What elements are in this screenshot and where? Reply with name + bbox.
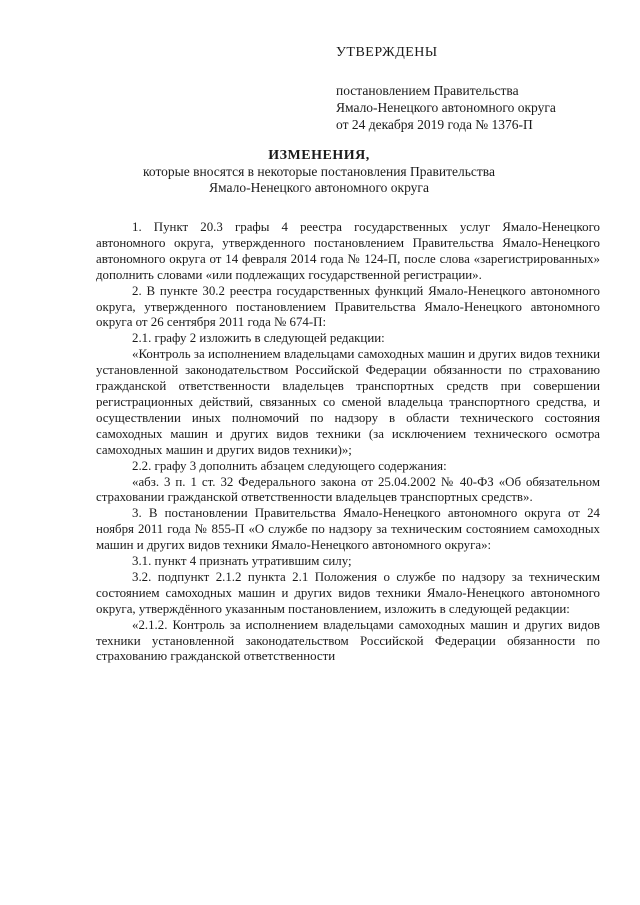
document-subtitle: которые вносятся в некоторые постановления Правительства	[143, 164, 495, 179]
document-title: ИЗМЕНЕНИЯ,	[268, 148, 370, 163]
paragraph: 2.2. графу 3 дополнить абзацем следующего содержания:	[132, 458, 447, 473]
paragraph: «2.1.2. Контроль за исполнением владельцами самоходных машин и других видов техники установленной законодательством Российской Федерации обязанности по страхованию гражданской ответственности	[96, 617, 600, 664]
paragraph: «Контроль за исполнением владельцами самоходных машин и других видов техники установленной законодательством Российской Федерации обязанности по страхованию гражданской ответственности владельцев транспортных средств при совершении регистрационных действий, связанных со сменой владельца транспортного средства, и осуществлении иных полномочий по надзору в области технического состояния самоходных машин и других видов техники (за исключением технического осмотра самоходных машин и других видов техники)»;	[96, 347, 600, 457]
paragraph: 3.1. пункт 4 признать утратившим силу;	[132, 554, 352, 569]
approval-block	[336, 44, 626, 133]
document-subtitle: Ямало-Ненецкого автономного округа	[209, 180, 429, 195]
title-block	[96, 148, 542, 196]
paragraph: 2.1. графу 2 изложить в следующей редакции:	[132, 331, 385, 346]
paragraph: 3.2. подпункт 2.1.2 пункта 2.1 Положения о службе по надзору за техническим состоянием самоходных машин и других видов техники Ямало-Ненецкого автономного округа, утверждённого указанным постановлением, изложить в следующей редакции:	[96, 569, 600, 616]
paragraph: 2. В пункте 30.2 реестра государственных функций Ямало-Ненецкого автономного округа, утвержденного постановлением Правительства Ямало-Ненецкого автономного округа от 26 сентября 2011 года № 674-П:	[96, 283, 600, 330]
paragraph: 1. Пункт 20.3 графы 4 реестра государственных услуг Ямало-Ненецкого автономного округа, утвержденного постановлением Правительства Ямало-Ненецкого автономного округа от 14 февраля 2014 года № 124-П, после слова «зарегистрированных» дополнить словами «или подлежащих государственной регистрации».	[96, 220, 600, 282]
approval-line: от 24 декабря 2019 года № 1376-П	[336, 117, 533, 132]
document-body	[96, 220, 600, 665]
approval-heading: УТВЕРЖДЕНЫ	[336, 45, 438, 60]
approval-line: Ямало-Ненецкого автономного округа	[336, 100, 556, 115]
paragraph: «абз. 3 п. 1 ст. 32 Федерального закона от 25.04.2002 № 40-ФЗ «Об обязательном страховании гражданской ответственности владельцев транспортных средств».	[96, 474, 600, 505]
approval-line: постановлением Правительства	[336, 83, 519, 98]
paragraph: 3. В постановлении Правительства Ямало-Ненецкого автономного округа от 24 ноября 2011 года № 855-П «О службе по надзору за техническим состоянием самоходных машин и других видов техники Ямало-Ненецкого автономного округа»:	[96, 506, 600, 553]
